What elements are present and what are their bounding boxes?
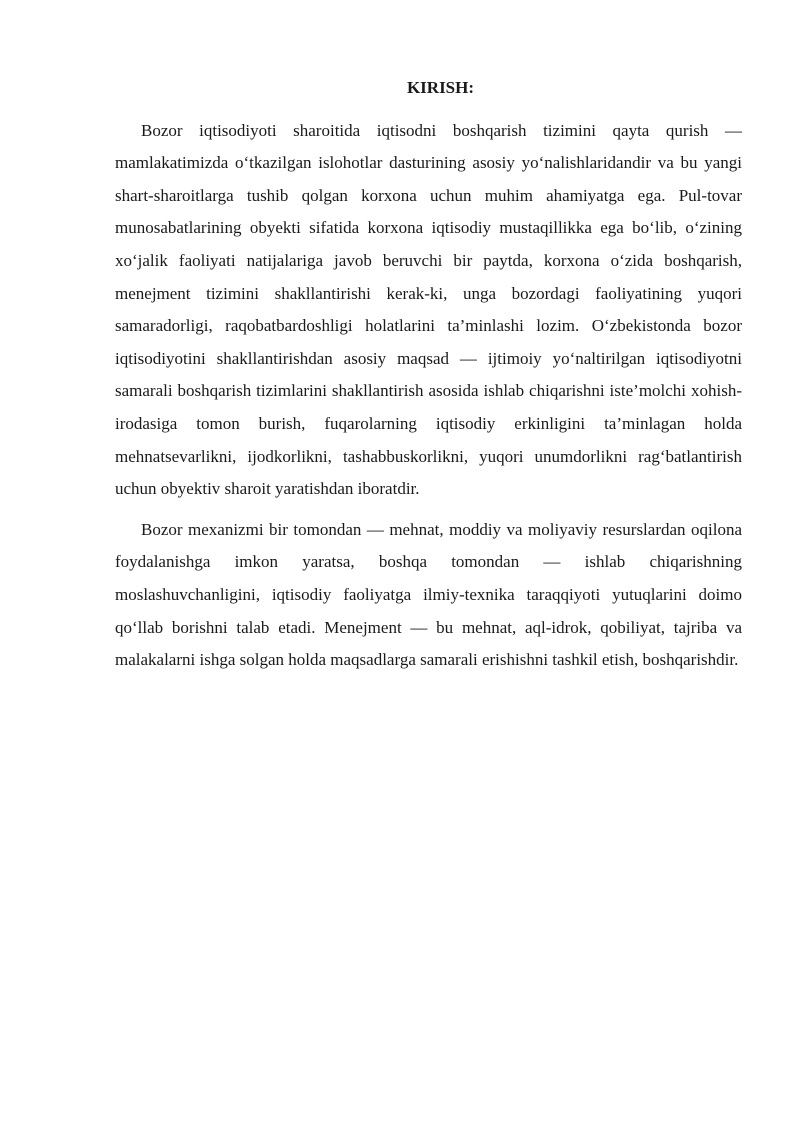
- paragraph-1: Bozor iqtisodiyoti sharoitida iqtisodni boshqarish tizimini qayta qurish — mamlakatimizda o‘tkazilgan islohotlar dasturining asosiy yo‘nalishlaridandir va bu yangi shart-sharoitlarga tushib qolgan korxona uchun muhim ahamiyatga ega. Pul-tovar munosabatlarining obyekti sifatida korxona iqtisodiy mustaqillikka ega bo‘lib, o‘zining xo‘jalik faoliyati natijalariga javob beruvchi bir paytda, korxona o‘zida boshqarish, menejment tizimini shakllantirishi kerak-ki, unga bozordagi faoliyatining yuqori samaradorligi, raqobatbardoshligi holatlarini ta’minlashi lozim. O‘zbekistonda bozor iqtisodiyotini shakllantirishdan asosiy maqsad — ijtimoiy yo‘naltirilgan iqtisodiyotni samarali boshqarish tizimlarini shakllantirish asosida ishlab chiqarishni iste’molchi xohish-irodasiga tomon burish, fuqarolarning iqtisodiy erkinligini ta’minlagan holda mehnatsevarlikni, ijodkorlikni, tashabbuskorlikni, yuqori unumdorlikni rag‘batlantirish uchun obyektiv sharoit yaratishdan iboratdir.: [115, 120, 742, 499]
- section-title: KIRISH:: [406, 78, 475, 97]
- document-body: [115, 72, 742, 685]
- paragraph-2: Bozor mexanizmi bir tomondan — mehnat, moddiy va moliyaviy resurslardan oqilona foydalanishga imkon yaratsa, boshqa tomondan — ishlab chiqarishning moslashuvchanligini, iqtisodiy faoliyatga ilmiy-texnika taraqqiyoti yutuqlarini doimo qo‘llab borishni talab etadi. Menejment — bu mehnat, aql-idrok, qobiliyat, tajriba va malakalarni ishga solgan holda maqsadlarga samarali erishishni tashkil etish, boshqarishdir.: [115, 519, 742, 670]
